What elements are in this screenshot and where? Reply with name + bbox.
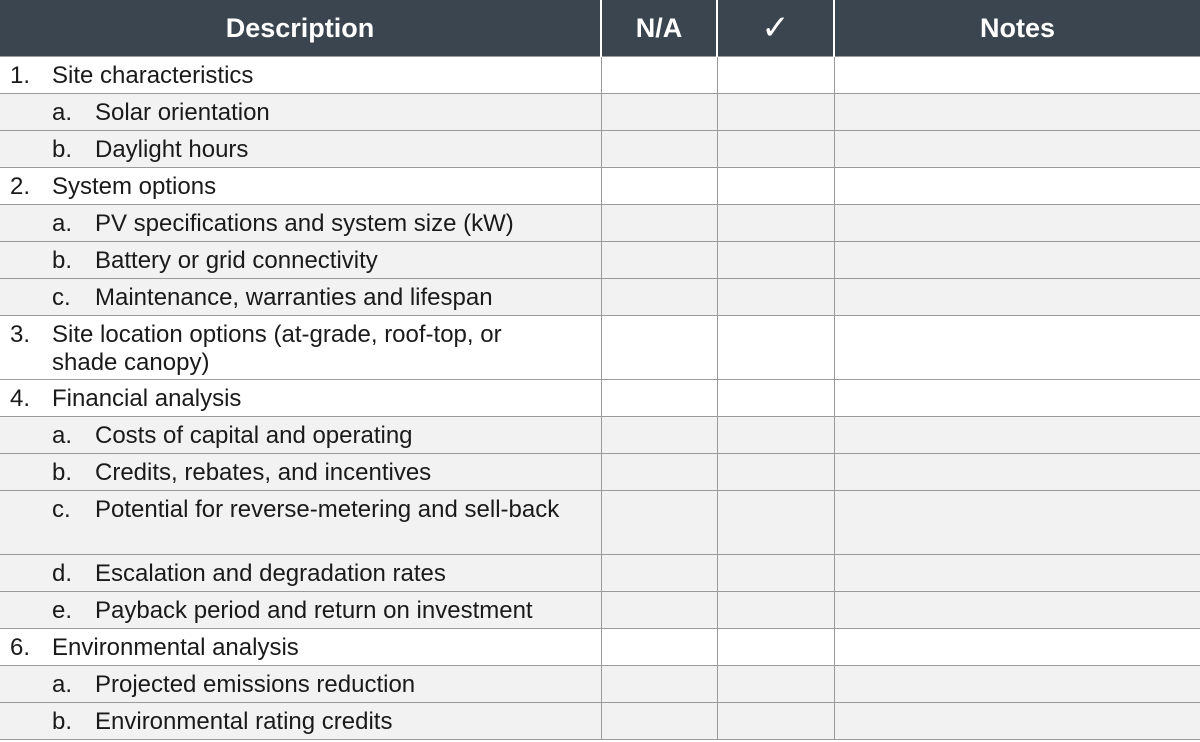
table-row: [0, 454, 1200, 491]
item-number: 4.: [10, 385, 31, 412]
table-row: [0, 57, 1200, 94]
check-cell[interactable]: [717, 629, 834, 666]
item-text: Daylight hours: [95, 136, 249, 163]
table-row: [0, 666, 1200, 703]
description-cell: [0, 417, 601, 454]
na-cell[interactable]: [601, 57, 717, 94]
na-cell[interactable]: [601, 703, 717, 740]
na-cell[interactable]: [601, 168, 717, 205]
table-row: [0, 555, 1200, 592]
description-cell: [0, 629, 601, 666]
item-text: Projected emissions reduction: [95, 671, 416, 698]
notes-cell[interactable]: [834, 380, 1200, 417]
item-number: 2.: [10, 173, 31, 200]
item-number: c.: [52, 284, 71, 311]
na-cell[interactable]: [601, 380, 717, 417]
notes-cell[interactable]: [834, 279, 1200, 316]
item-text: Environmental analysis: [52, 634, 299, 661]
description-cell: [0, 454, 601, 491]
item-number: 6.: [10, 634, 31, 661]
item-text: Payback period and return on investment: [95, 597, 533, 624]
description-cell: [0, 380, 601, 417]
item-number: b.: [52, 247, 73, 274]
notes-cell[interactable]: [834, 491, 1200, 555]
check-cell[interactable]: [717, 592, 834, 629]
item-text: Costs of capital and operating: [95, 422, 413, 449]
table-row: [0, 168, 1200, 205]
item-number: 1.: [10, 62, 31, 89]
item-text: System options: [52, 173, 217, 200]
notes-cell[interactable]: [834, 168, 1200, 205]
item-text: Environmental rating credits: [95, 708, 393, 735]
na-cell[interactable]: [601, 491, 717, 555]
item-text: Site characteristics: [52, 62, 254, 89]
checkmark-icon: ✓: [761, 7, 790, 48]
item-number: d.: [52, 560, 73, 587]
check-cell[interactable]: [717, 491, 834, 555]
check-cell[interactable]: [717, 94, 834, 131]
description-cell: [0, 279, 601, 316]
check-cell[interactable]: [717, 555, 834, 592]
table-row: [0, 94, 1200, 131]
notes-cell[interactable]: [834, 205, 1200, 242]
description-cell: [0, 131, 601, 168]
na-cell[interactable]: [601, 555, 717, 592]
description-cell: [0, 491, 601, 555]
notes-cell[interactable]: [834, 555, 1200, 592]
item-number: b.: [52, 459, 73, 486]
notes-cell[interactable]: [834, 316, 1200, 380]
table-row: [0, 592, 1200, 629]
notes-cell[interactable]: [834, 454, 1200, 491]
notes-cell[interactable]: [834, 94, 1200, 131]
item-number: c.: [52, 496, 71, 523]
description-cell: [0, 168, 601, 205]
table-row: [0, 205, 1200, 242]
table-row: [0, 629, 1200, 666]
check-cell[interactable]: [717, 454, 834, 491]
check-cell[interactable]: [717, 703, 834, 740]
table-row: [0, 131, 1200, 168]
check-cell[interactable]: [717, 168, 834, 205]
check-cell[interactable]: [717, 205, 834, 242]
na-cell[interactable]: [601, 666, 717, 703]
table-row: [0, 703, 1200, 740]
item-number: b.: [52, 708, 73, 735]
na-cell[interactable]: [601, 454, 717, 491]
na-cell[interactable]: [601, 205, 717, 242]
notes-cell[interactable]: [834, 242, 1200, 279]
na-cell[interactable]: [601, 629, 717, 666]
item-text: Escalation and degradation rates: [95, 560, 446, 587]
description-cell: [0, 316, 601, 380]
header-notes: Notes: [834, 0, 1200, 57]
na-cell[interactable]: [601, 279, 717, 316]
na-cell[interactable]: [601, 316, 717, 380]
item-text: Maintenance, warranties and lifespan: [95, 284, 493, 311]
notes-cell[interactable]: [834, 131, 1200, 168]
item-number: a.: [52, 671, 73, 698]
na-cell[interactable]: [601, 417, 717, 454]
item-text: Financial analysis: [52, 385, 242, 412]
item-text: Battery or grid connectivity: [95, 247, 378, 274]
table-row: [0, 316, 1200, 380]
notes-cell[interactable]: [834, 57, 1200, 94]
description-cell: [0, 242, 601, 279]
description-cell: [0, 94, 601, 131]
check-cell[interactable]: [717, 131, 834, 168]
na-cell[interactable]: [601, 592, 717, 629]
item-number: a.: [52, 99, 73, 126]
table-row: [0, 242, 1200, 279]
description-cell: [0, 703, 601, 740]
description-cell: [0, 205, 601, 242]
table-row: [0, 417, 1200, 454]
check-cell[interactable]: [717, 417, 834, 454]
table-row: [0, 380, 1200, 417]
check-cell[interactable]: [717, 316, 834, 380]
na-cell[interactable]: [601, 131, 717, 168]
description-cell: [0, 592, 601, 629]
check-cell[interactable]: [717, 666, 834, 703]
table-row: [0, 491, 1200, 555]
notes-cell[interactable]: [834, 592, 1200, 629]
header-check: [717, 0, 834, 57]
item-text: Solar orientation: [95, 99, 270, 126]
na-cell[interactable]: [601, 94, 717, 131]
header-row: [0, 0, 1200, 57]
check-cell[interactable]: [717, 242, 834, 279]
check-cell[interactable]: [717, 279, 834, 316]
description-cell: [0, 57, 601, 94]
na-cell[interactable]: [601, 242, 717, 279]
item-number: a.: [52, 422, 73, 449]
item-text: Site location options (at-grade, roof-top, or shade canopy): [52, 321, 502, 376]
notes-cell[interactable]: [834, 703, 1200, 740]
item-text: Credits, rebates, and incentives: [95, 459, 432, 486]
check-cell[interactable]: [717, 380, 834, 417]
header-na: N/A: [601, 0, 717, 57]
item-number: a.: [52, 210, 73, 237]
item-number: b.: [52, 136, 73, 163]
header-description: Description: [0, 0, 601, 57]
description-cell: [0, 666, 601, 703]
table-row: [0, 279, 1200, 316]
item-text: Potential for reverse-metering and sell-back: [95, 496, 560, 523]
description-cell: [0, 555, 601, 592]
item-number: 3.: [10, 321, 31, 348]
notes-cell[interactable]: [834, 417, 1200, 454]
notes-cell[interactable]: [834, 629, 1200, 666]
notes-cell[interactable]: [834, 666, 1200, 703]
item-number: e.: [52, 597, 73, 624]
item-text: PV specifications and system size (kW): [95, 210, 514, 237]
check-cell[interactable]: [717, 57, 834, 94]
